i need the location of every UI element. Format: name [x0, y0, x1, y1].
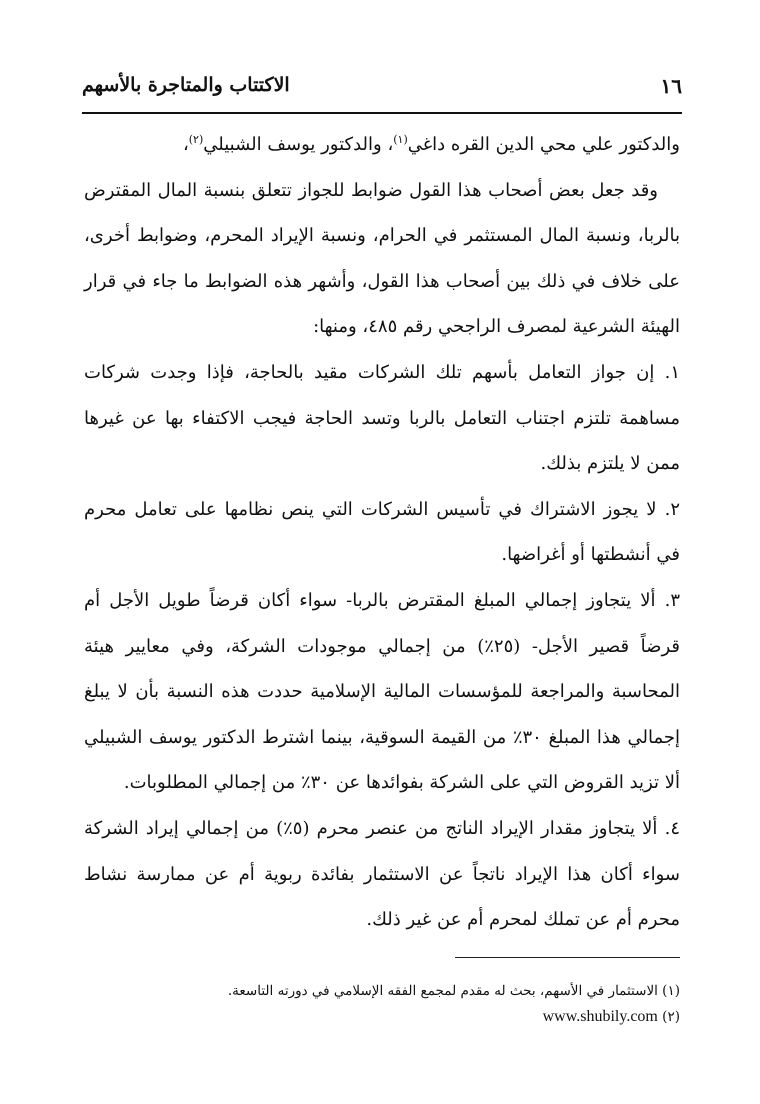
page-number: ١٦: [660, 74, 682, 98]
running-header: [82, 68, 682, 108]
header-divider: [82, 112, 682, 114]
text-fragment: والدكتور علي محي الدين القره داغي: [407, 134, 680, 155]
running-title: الاكتتاب والمتاجرة بالأسهم: [82, 74, 290, 96]
list-item-4: ٤. ألا يتجاوز مقدار الإيراد الناتج من عنصر محرم (٥٪) من إجمالي إيراد الشركة سواء أكان هذا الإيراد ناتجاً عن الاستثمار بفائدة ربوية أم عن ممارسة نشاط محرم أم عن تملك لمحرم أم عن غير ذلك.: [84, 817, 680, 931]
footnote-1: (١) الاستثمار في الأسهم، بحث له مقدم لمجمع الفقه الإسلامي في دورته التاسعة.: [227, 983, 680, 999]
text-fragment: ، والدكتور يوسف الشبيلي: [203, 134, 394, 155]
footnote-2: [200, 1004, 680, 1030]
list-item-1: ١. إن جواز التعامل بأسهم تلك الشركات مقيد بالحاجة، فإذا وجدت شركات مساهمة تلتزم اجتناب التعامل بالربا وتسد الحاجة فيجب الاكتفاء بها عن غيرها ممن لا يلتزم بذلك.: [84, 361, 680, 475]
paragraph-controls: وقد جعل بعض أصحاب هذا القول ضوابط للجواز تتعلق بنسبة المال المقترض بالربا، ونسبة المال المستثمر في الحرام، ونسبة الإيراد المحرم، وضوابط أخرى، على خلاف في ذلك بين أصحاب هذا القول، وأشهر هذه الضوابط ما جاء في قرار الهيئة الشرعية لمصرف الراجحي رقم ٤٨٥، ومنها:: [84, 179, 680, 338]
main-text: [84, 122, 680, 943]
footnote-2-link[interactable]: www.shubily.com: [542, 1008, 658, 1025]
paragraph-continuation: [84, 122, 680, 168]
list-item-2: ٢. لا يجوز الاشتراك في تأسيس الشركات التي ينص نظامها على تعامل محرم في أنشطتها أو أغراضها.: [84, 498, 680, 566]
footnote-ref-2[interactable]: (٢): [188, 133, 204, 146]
footnotes: [200, 978, 680, 1030]
footnote-ref-1[interactable]: (١): [393, 133, 408, 146]
footnote-2-number: (٢): [662, 1009, 680, 1025]
list-item-3: ٣. ألا يتجاوز إجمالي المبلغ المقترض بالربا- سواء أكان قرضاً طويل الأجل أم قرضاً قصير الأجل- (٢٥٪) من إجمالي موجودات الشركة، وفي معايير هيئة المحاسبة والمراجعة للمؤسسات المالية الإسلامية حددت هذه النسبة بأن لا يبلغ إجمالي هذا المبلغ ٣٠٪ من القيمة السوقية، بينما اشترط الدكتور يوسف الشبيلي ألا تزيد القروض التي على الشركة بفوائدها عن ٣٠٪ من إجمالي المطلوبات.: [84, 589, 680, 794]
text-fragment: ،: [182, 134, 189, 155]
footnote-divider: [455, 957, 680, 958]
